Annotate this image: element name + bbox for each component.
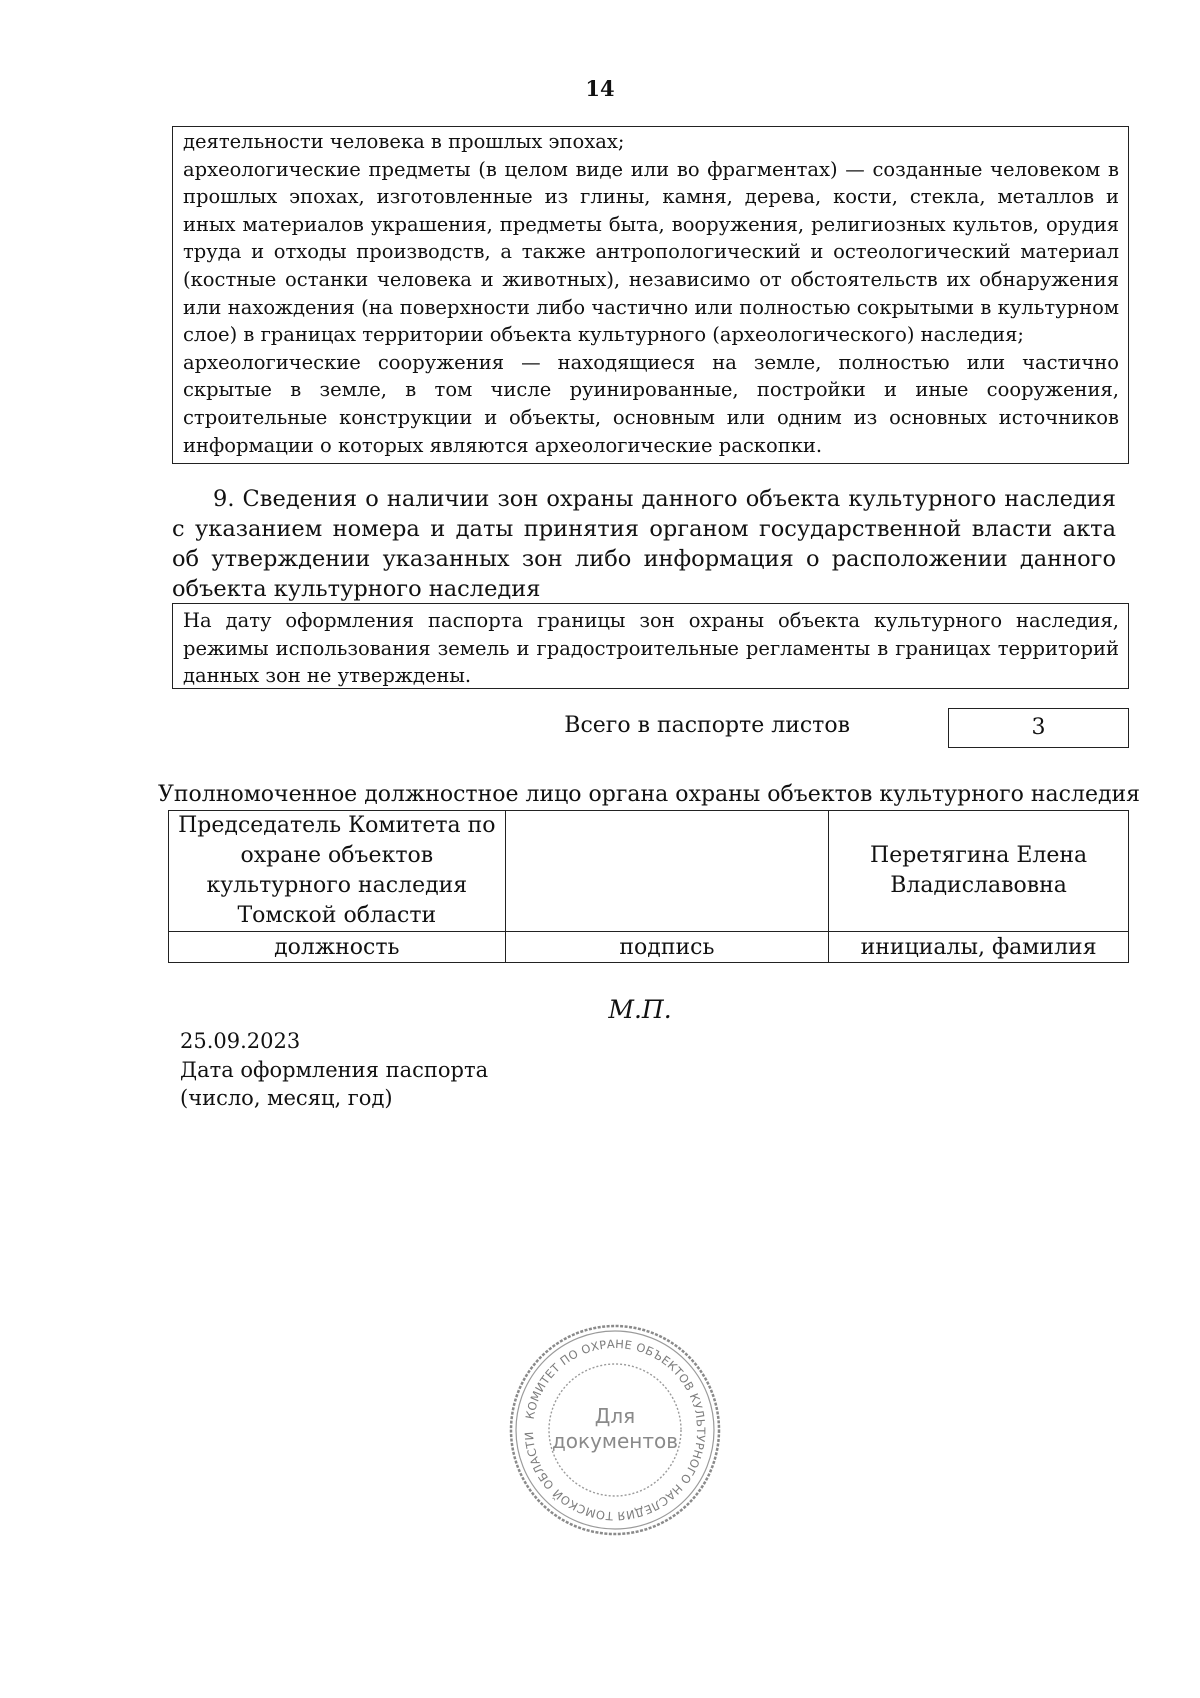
passport-date-format: (число, месяц, год)	[180, 1086, 393, 1110]
seal-center-line1: Для	[594, 1404, 636, 1428]
official-signature	[505, 811, 829, 932]
signature-table	[168, 810, 1129, 963]
signature-values-row	[169, 811, 1129, 932]
seal-ring-text: КОМИТЕТ ПО ОХРАНЕ ОБЪЕКТОВ КУЛЬТУРНОГО НАСЛЕДИЯ ТОМСКОЙ ОБЛАСТИ	[521, 1336, 709, 1524]
sheets-count-value: 3	[948, 708, 1129, 748]
protection-zones-box	[172, 603, 1129, 689]
official-name: Перетягина Елена Владиславовна	[829, 811, 1129, 932]
definitions-paragraph: деятельности человека в прошлых эпохах;	[183, 130, 625, 153]
official-position: Председатель Комитета по охране объектов культурного наследия Томской области	[169, 811, 506, 932]
name-label: инициалы, фамилия	[829, 932, 1129, 963]
page-number: 14	[585, 76, 615, 101]
definitions-paragraph: археологические сооружения — находящиеся на земле, полностью или частично скрытые в земле, в том числе руинированные, постройки и иные сооружения, строительные конструкции и объекты, основным или одним из основных источников информации о которых являются археологические раскопки.	[183, 350, 1119, 457]
passport-date-label: Дата оформления паспорта	[180, 1057, 489, 1082]
signature-labels-row	[169, 932, 1129, 963]
section-9-heading: 9. Сведения о наличии зон охраны данного объекта культурного наследия с указанием номера и даты принятия органом государственной власти акта об утверждении указанных зон либо информация о расположении данного объекта культурного наследия	[172, 486, 1116, 602]
authorized-official-caption: Уполномоченное должностное лицо органа охраны объектов культурного наследия	[158, 782, 1141, 807]
sheets-count-label: Всего в паспорте листов	[564, 713, 850, 738]
position-label: должность	[169, 932, 506, 963]
passport-date: 25.09.2023	[180, 1029, 301, 1053]
protection-zones-text: На дату оформления паспорта границы зон охраны объекта культурного наследия, режимы использования земель и градостроительные регламенты в границах территорий данных зон не утверждены.	[183, 609, 1119, 688]
signature-label: подпись	[505, 932, 829, 963]
definitions-box	[172, 126, 1129, 464]
seal-center-line2: документов	[551, 1429, 679, 1453]
official-seal-stamp	[505, 1320, 725, 1540]
stamp-place-mark: М.П.	[608, 995, 672, 1024]
definitions-paragraph: археологические предметы (в целом виде или во фрагментах) — созданные человеком в прошлых эпохах, изготовленные из глины, камня, дерева, кости, стекла, металлов и иных материалов украшения, предметы быта, вооружения, религиозных культов, орудия труда и отходы производств, а также антропологический и остеологический материал (костные останки человека и животных), независимо от обстоятельств их обнаружения или нахождения (на поверхности либо частично или полностью сокрытыми в культурном слое) в границах территории объекта культурного (археологического) наследия;	[183, 157, 1119, 347]
passport-date-block	[180, 1027, 488, 1113]
